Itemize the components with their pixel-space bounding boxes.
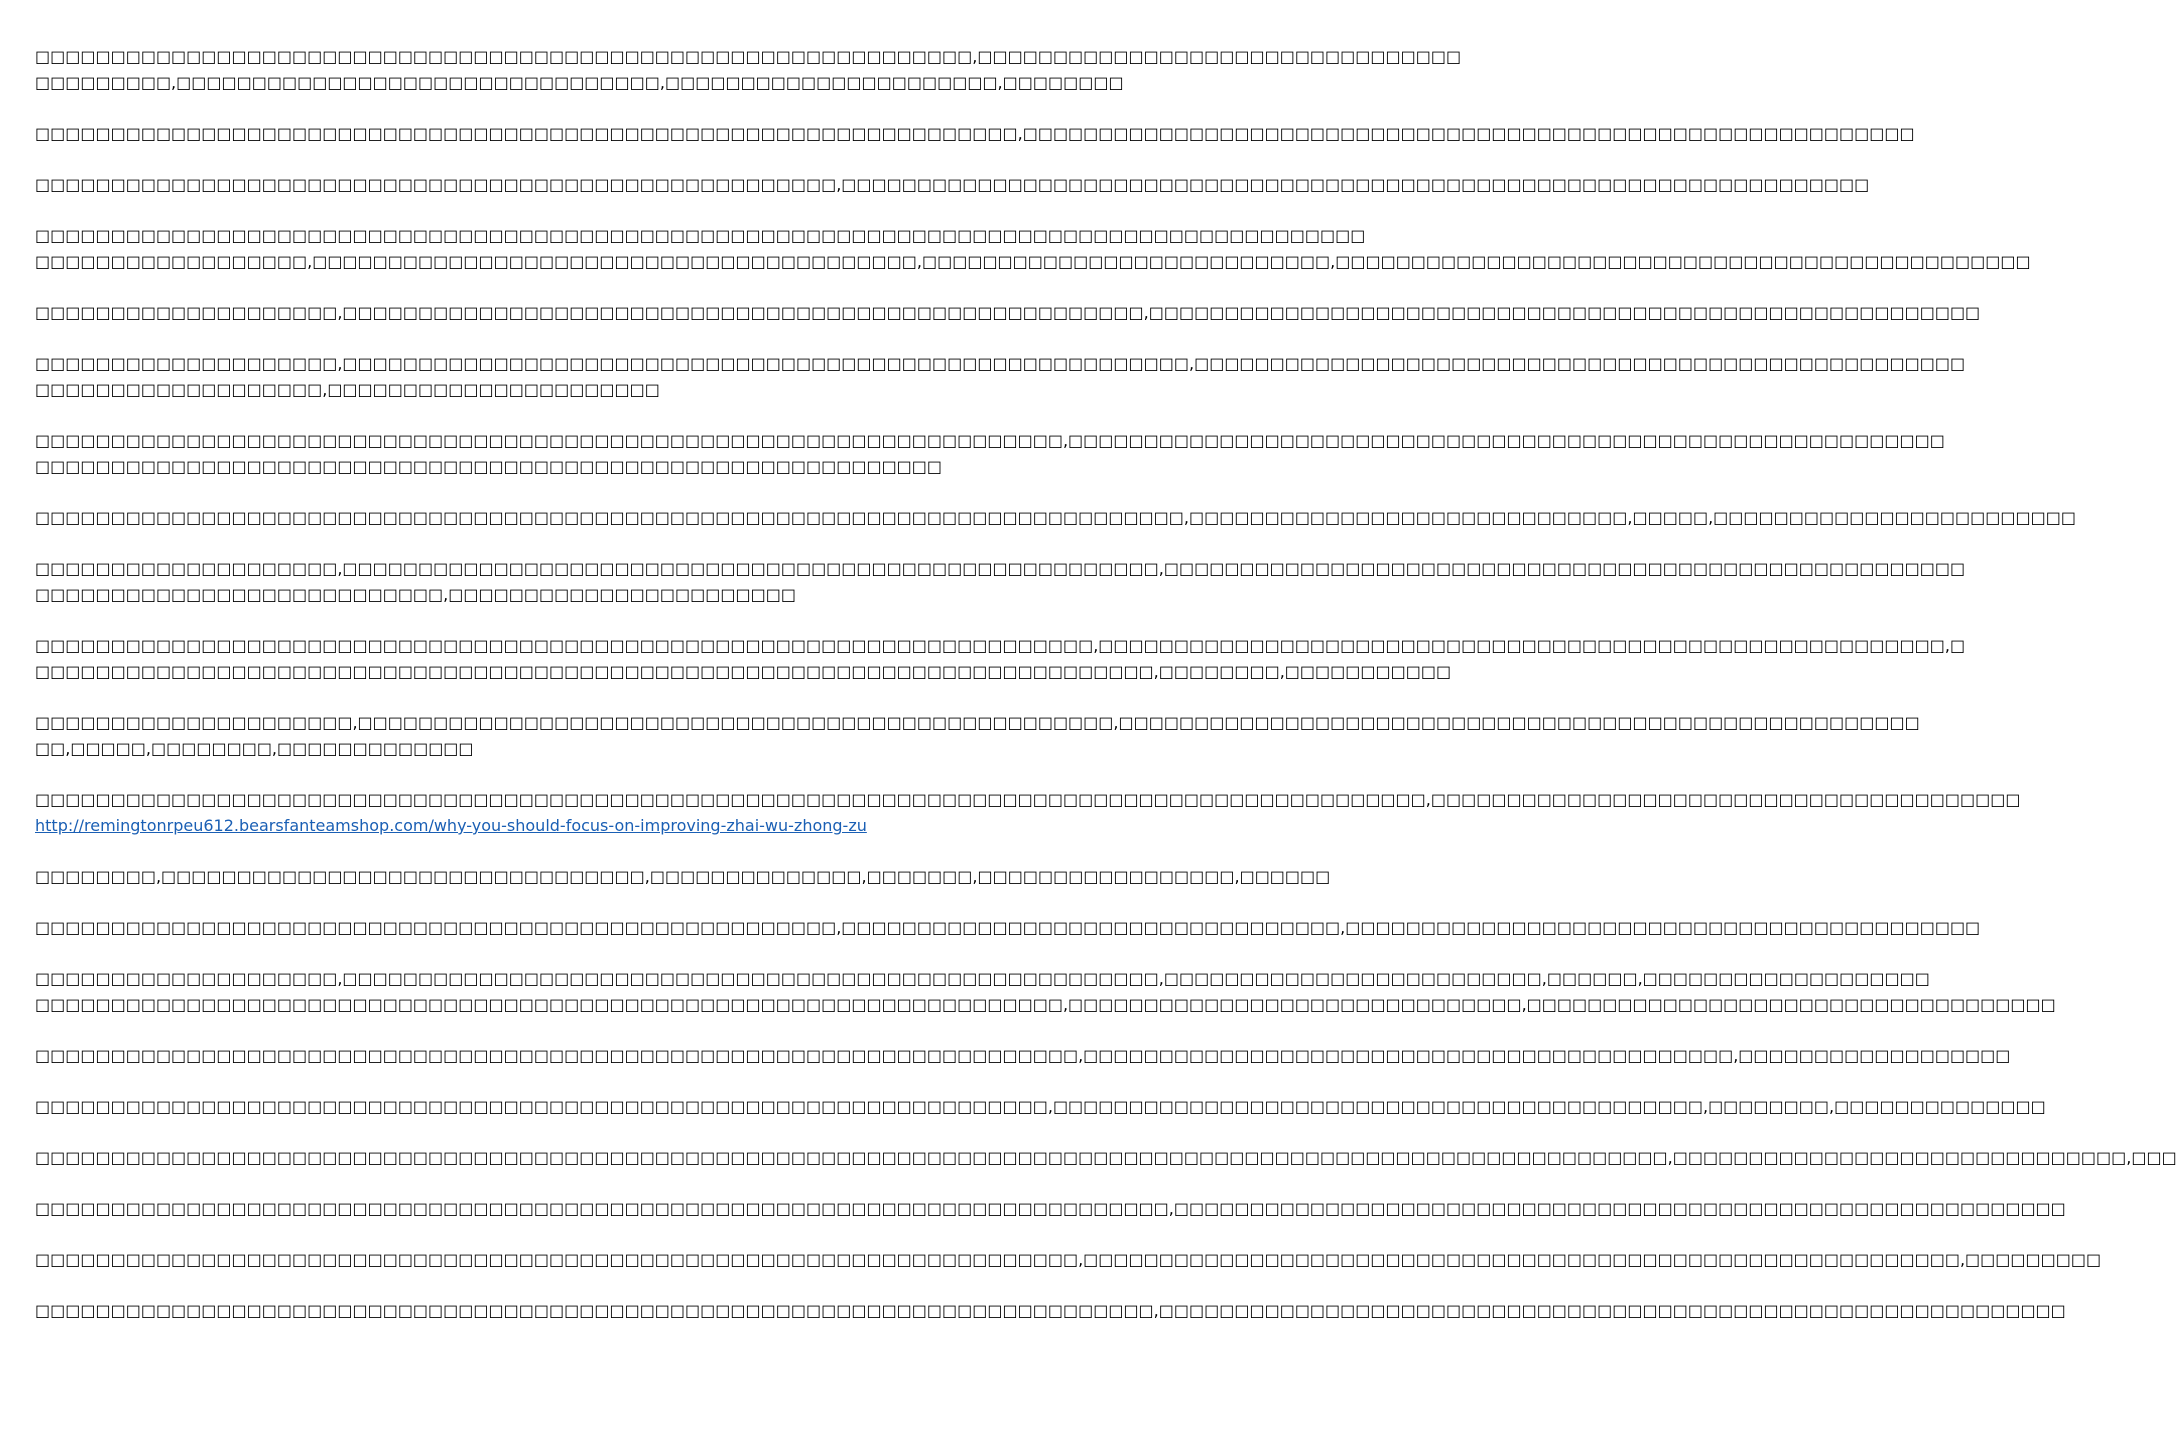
paragraph xyxy=(35,710,1920,762)
paragraph xyxy=(35,1196,2066,1222)
paragraph xyxy=(35,44,1462,96)
text-line: □□□□□□□□□□□□□□□□□□□□□,□□□□□□□□□□□□□□□□□□□□□□□□□□□□□□□□□□□□□□□□□□□□□□□□□□,□□□□□□□□□□□□□□□□□□□□□□□□□□□□□□□□□□□□□□□□□□□□□□□□□□□□□ xyxy=(35,713,1920,732)
text-line: □□□□□□□□□□□□□□□□□□□□,□□□□□□□□□□□□□□□□□□□□□□□□□□□□□□□□□□□□□□□□□□□□□□□□□□□□□,□□□□□□□□□□□□□□□□□□□□□□□□□□□□□□□□□□□□□□□□□□□□□□□□□□□□□□□ xyxy=(35,303,1981,322)
document-body xyxy=(35,44,2177,1349)
paragraph xyxy=(35,787,2021,839)
text-line: □□□□□□□□□□□□□□□□□□□□□□□□□□□□□□□□□□□□□□□□□□□□□□□□□□□□□□□□□□□□□□□□□□□,□□□□□□□□□□□□□□□□□□□□□□□□□□□□□□□□□□□□□□□□□□□,□□□□□□□□,□□□□□□□□□□□□□□ xyxy=(35,1097,2046,1116)
paragraph xyxy=(35,121,1915,147)
paragraph xyxy=(35,223,2031,275)
hyperlink[interactable]: http://remingtonrpeu612.bearsfanteamshop.com/why-you-should-focus-on-improving-zhai-wu-zhong-zu xyxy=(35,816,867,835)
paragraph xyxy=(35,428,1945,480)
paragraph xyxy=(35,556,1966,608)
paragraph xyxy=(35,633,1966,685)
paragraph xyxy=(35,1145,2177,1171)
paragraph xyxy=(35,300,1981,326)
text-line: □□□□□□□□□□□□□□□□□□□□□□□□□□□□□□□□□□□□□□□□□□□□□□□□□□□□□,□□□□□□□□□□□□□□□□□□□□□□□□□□□□□□□□□,□□□□□□□□□□□□□□□□□□□□□□□□□□□□□□□□□□□□□□□□□□ xyxy=(35,918,1981,937)
paragraph xyxy=(35,864,1331,890)
text-line: □□□□□□□□□□□□□□□□□□□□□□□□□□□□□□□□□□□□□□□□□□□□□□□□□□□□□□□□□□□□□□□□□□□□□□,□□□□□□□□□□□□□□□□□□□□□□□□□□□□□□□□□□□□□□□□□□□□□□□□□□□□□□□□,□ xyxy=(35,636,1966,655)
text-line: □□□□□□□□□□□□□□□□□□,□□□□□□□□□□□□□□□□□□□□□□□□□□□□□□□□□□□□□□□□,□□□□□□□□□□□□□□□□□□□□□□□□□□□,□□□□□□□□□□□□□□□□□□□□□□□□□□□□□□□□□□□□□□□□□□□□□□ xyxy=(35,252,2031,271)
text-line: □□□□□□□□□□□□□□□□□□□□□□□□□□□□□□□□□□□□□□□□□□□□□□□□□□□□□□□□□□□□□□□□□□□□□□□□□□□□□□□□□□□□□□□□□□□□,□□□□□□□□□□□□□□□□□□□□□□□□□□□□□□□□□□□□□□□ xyxy=(35,790,2021,809)
paragraph xyxy=(35,1094,2046,1120)
text-line: □□□□□□□□□□□□□□□□□□□□□□□□□□□□□□□□□□□□□□□□□□□□□□□□□□□□□□□□□□□□□□□□□□□□,□□□□□□□□□□□□□□□□□□□□□□□□□□□□□□,□□□□□□□□□□□□□□□□□□□□□□□□□□□□□□□□□□□ xyxy=(35,995,2056,1014)
paragraph xyxy=(35,966,2056,1018)
text-line: □□□□□□□□□□□□□□□□□□□□□□□□□□□,□□□□□□□□□□□□□□□□□□□□□□□ xyxy=(35,585,796,604)
paragraph xyxy=(35,172,1870,198)
text-line: □□□□□□□□□□□□□□□□□□□□□□□□□□□□□□□□□□□□□□□□□□□□□□□□□□□□□□□□□□□□□□□□□□□□□,□□□□□□□□□□□□□□□□□□□□□□□□□□□□□□□□□□□□□□□□□□□□□□□□□□□□□□□□□□,□□□□□□□□□ xyxy=(35,1250,2102,1269)
text-line: □□□□□□□□□□□□□□□□□□□□□□□□□□□□□□□□□□□□□□□□□□□□□□□□□□□□□□□□□□□□□□□□□□□□,□□□□□□□□□□□□□□□□□□□□□□□□□□□□□□□□□□□□□□□□□□□□□□□□□□□□□□□□□□ xyxy=(35,431,1945,450)
paragraph xyxy=(35,1298,2066,1324)
text-line: □□□□□□□□□□□□□□□□□□□□□□□□□□□□□□□□□□□□□□□□□□□□□□□□□□□□□□□□□□□□□□□□□,□□□□□□□□□□□□□□□□□□□□□□□□□□□□□□□□□□□□□□□□□□□□□□□□□□□□□□□□□□□ xyxy=(35,124,1915,143)
text-line: □□□□□□□□□□□□□□□□□□□□,□□□□□□□□□□□□□□□□□□□□□□□□□□□□□□□□□□□□□□□□□□□□□□□□□□□□□□,□□□□□□□□□□□□□□□□□□□□□□□□□□□□□□□□□□□□□□□□□□□□□□□□□□□□□ xyxy=(35,559,1966,578)
text-line: □□□□□□□□□□□□□□□□□□□□□□□□□□□□□□□□□□□□□□□□□□□□□□□□□□□□□□□□□□□□□□□□□□□□□□□□□□,□□□□□□□□□□□□□□□□□□□□□□□□□□□□□□□□□□□□□□□□□□□□□□□□□□□□□□□□□□□□ xyxy=(35,1301,2066,1320)
text-line: □□□□□□□□□□□□□□□□□□□□□□□□□□□□□□□□□□□□□□□□□□□□□□□□□□□□□□□□□□□□ xyxy=(35,457,943,476)
text-line: □□□□□□□□□□□□□□□□□□□□□□□□□□□□□□□□□□□□□□□□□□□□□□□□□□□□□,□□□□□□□□□□□□□□□□□□□□□□□□□□□□□□□□□□□□□□□□□□□□□□□□□□□□□□□□□□□□□□□□□□□□ xyxy=(35,175,1870,194)
text-line: □□□□□□□□□□□□□□□□□□□□□□□□□□□□□□□□□□□□□□□□□□□□□□□□□□□□□□□□□□□□□□□□□□□□□□□□□□□□,□□□□□□□□□□□□□□□□□□□□□□□□□□□□□,□□□□□,□□□□□□□□□□□□□□□□□□□□□□□□ xyxy=(35,508,2076,527)
text-line: □□□□□□□□□□□□□□□□□□□,□□□□□□□□□□□□□□□□□□□□□□ xyxy=(35,380,660,399)
text-line: □□□□□□□□□□□□□□□□□□□□□□□□□□□□□□□□□□□□□□□□□□□□□□□□□□□□□□□□□□□□□□□□□□□□□□□□□□,□□□□□□□□,□□□□□□□□□□□ xyxy=(35,662,1452,681)
paragraph xyxy=(35,915,1981,941)
paragraph xyxy=(35,351,1966,403)
text-line: □□□□□□□□□□□□□□□□□□□□□□□□□□□□□□□□□□□□□□□□□□□□□□□□□□□□□□□□□□□□□□□□□□□□□□□□□□□□□□□□□□□□□□□□□□□□□□□□□□□□□□□□□□□□,□□□□□□□□□□□□□□□□□□□□□□□□□□□□□□,□□□ xyxy=(35,1148,2177,1167)
text-line: □□□□□□□□□□□□□□□□□□□□□□□□□□□□□□□□□□□□□□□□□□□□□□□□□□□□□□□□□□□□□□□□□□□□□□□□□□□□□□□□□□□□□□□□ xyxy=(35,226,1366,245)
text-line: □□□□□□□□□□□□□□□□□□□□,□□□□□□□□□□□□□□□□□□□□□□□□□□□□□□□□□□□□□□□□□□□□□□□□□□□□□□□□,□□□□□□□□□□□□□□□□□□□□□□□□□□□□□□□□□□□□□□□□□□□□□□□□□□□ xyxy=(35,354,1966,373)
text-line: □□□□□□□□□,□□□□□□□□□□□□□□□□□□□□□□□□□□□□□□□□,□□□□□□□□□□□□□□□□□□□□□□,□□□□□□□□ xyxy=(35,73,1124,92)
paragraph xyxy=(35,1043,2011,1069)
text-line: □□□□□□□□□□□□□□□□□□□□,□□□□□□□□□□□□□□□□□□□□□□□□□□□□□□□□□□□□□□□□□□□□□□□□□□□□□□,□□□□□□□□□□□□□□□□□□□□□□□□□,□□□□□□,□□□□□□□□□□□□□□□□□□□ xyxy=(35,969,1930,988)
text-line: □□□□□□□□□□□□□□□□□□□□□□□□□□□□□□□□□□□□□□□□□□□□□□□□□□□□□□□□□□□□□□,□□□□□□□□□□□□□□□□□□□□□□□□□□□□□□□□ xyxy=(35,47,1462,66)
paragraph xyxy=(35,1247,2102,1273)
text-line: □□□□□□□□□□□□□□□□□□□□□□□□□□□□□□□□□□□□□□□□□□□□□□□□□□□□□□□□□□□□□□□□□□□□□□□□□□□,□□□□□□□□□□□□□□□□□□□□□□□□□□□□□□□□□□□□□□□□□□□□□□□□□□□□□□□□□□□ xyxy=(35,1199,2066,1218)
text-line: □□,□□□□□,□□□□□□□□,□□□□□□□□□□□□□ xyxy=(35,739,474,758)
text-line: □□□□□□□□,□□□□□□□□□□□□□□□□□□□□□□□□□□□□□□□□,□□□□□□□□□□□□□□,□□□□□□□,□□□□□□□□□□□□□□□□□,□□□□□□ xyxy=(35,867,1331,886)
text-line: □□□□□□□□□□□□□□□□□□□□□□□□□□□□□□□□□□□□□□□□□□□□□□□□□□□□□□□□□□□□□□□□□□□□□,□□□□□□□□□□□□□□□□□□□□□□□□□□□□□□□□□□□□□□□□□□□,□□□□□□□□□□□□□□□□□□ xyxy=(35,1046,2011,1065)
paragraph xyxy=(35,505,2076,531)
